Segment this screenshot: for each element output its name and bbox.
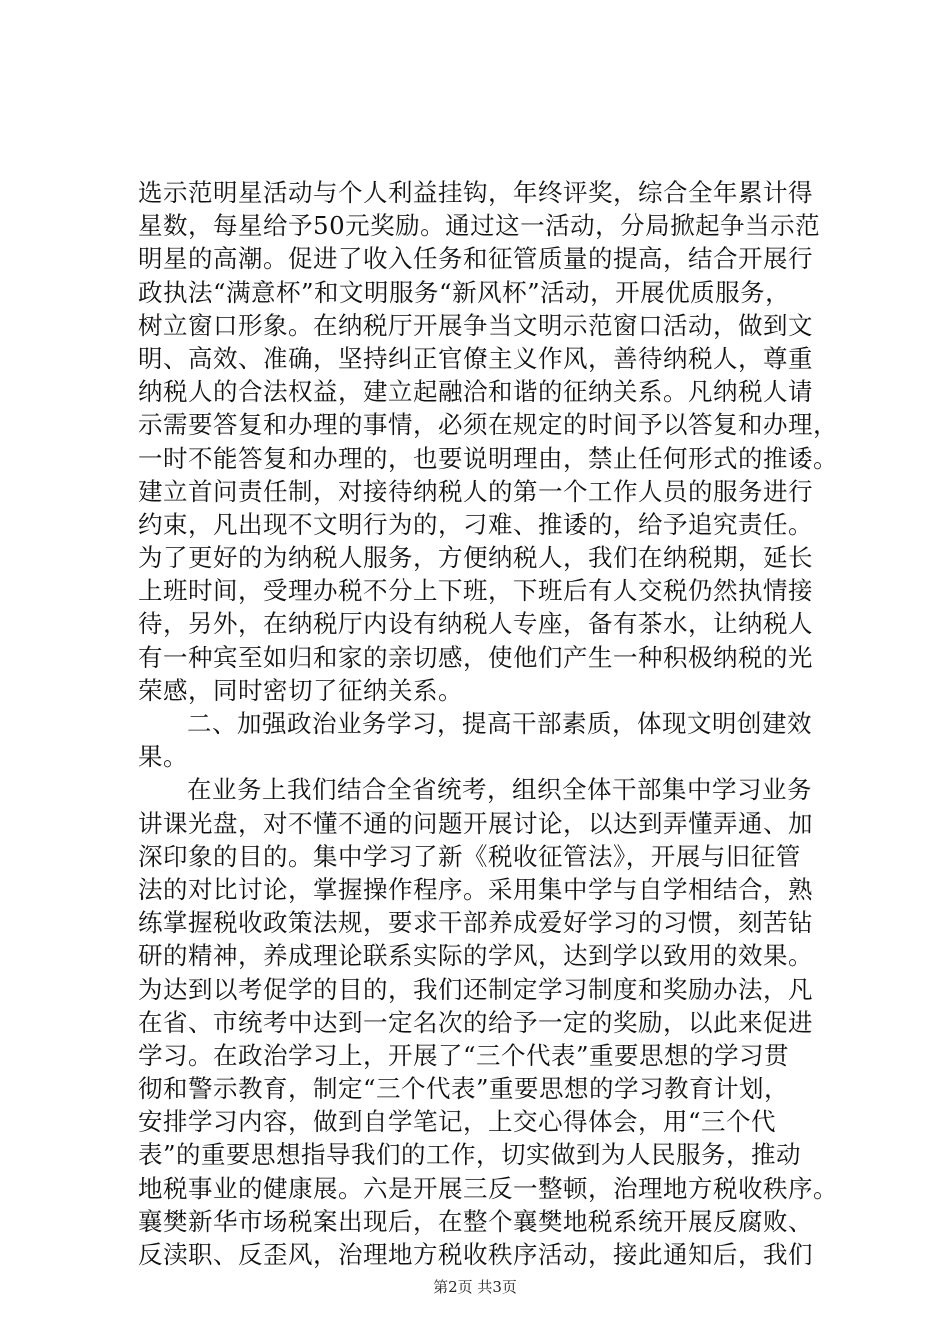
section-heading-line: 果。: [138, 742, 188, 772]
text-line: 练掌握税收政策法规，要求干部养成爱好学习的习惯，刻苦钻: [138, 908, 813, 938]
text-line: 政执法“满意杯”和文明服务“新风杯”活动，开展优质服务，: [138, 277, 791, 307]
text-line: 法的对比讨论，掌握操作程序。采用集中学与自学相结合，熟: [138, 874, 813, 904]
text-line: 待，另外，在纳税厅内设有纳税人专座，备有茶水，让纳税人: [138, 609, 813, 639]
text-line: 明星的高潮。促进了收入任务和征管质量的提高，结合开展行: [138, 244, 813, 274]
text-line: 学习。在政治学习上，开展了“三个代表”重要思想的学习贯: [138, 1040, 790, 1070]
text-line: 约束，凡出现不文明行为的，刁难、推诿的，给予追究责任。: [138, 509, 813, 539]
text-line: 示需要答复和办理的事情，必须在规定的时间予以答复和办理，: [138, 410, 838, 440]
page-footer: 第2页 共3页: [433, 1278, 517, 1296]
text-line: 表”的重要思想指导我们的工作，切实做到为人民服务，推动: [138, 1140, 802, 1170]
text-line: 安排学习内容，做到自学笔记，上交心得体会，用“三个代: [138, 1107, 777, 1137]
text-line: 深印象的目的。集中学习了新《税收征管法》，开展与旧征管: [138, 841, 801, 871]
text-line: 树立窗口形象。在纳税厅开展争当文明示范窗口活动，做到文: [138, 310, 813, 340]
text-line: 明、高效、准确，坚持纠正官僚主义作风，善待纳税人，尊重: [138, 343, 813, 373]
text-line: 一时不能答复和办理的，也要说明理由，禁止任何形式的推诿。: [138, 443, 838, 473]
text-line: 研的精神，养成理论联系实际的学风，达到学以致用的效果。: [138, 941, 813, 971]
text-line: 纳税人的合法权益，建立起融洽和谐的征纳关系。凡纳税人请: [138, 377, 813, 407]
text-line: 反渎职、反歪风，治理地方税收秩序活动，接此通知后，我们: [138, 1240, 813, 1269]
text-line: 襄樊新华市场税案出现后，在整个襄樊地税系统开展反腐败、: [138, 1206, 813, 1236]
text-line: 有一种宾至如归和家的亲切感，使他们产生一种积极纳税的光: [138, 642, 813, 672]
body-text: [138, 176, 838, 1271]
text-line: 荣感，同时密切了征纳关系。: [138, 675, 463, 705]
text-line: 讲课光盘，对不懂不通的问题开展讨论，以达到弄懂弄通、加: [138, 808, 813, 838]
text-line: 彻和警示教育，制定“三个代表”重要思想的学习教育计划，: [138, 1074, 790, 1104]
text-line: 为了更好的为纳税人服务，方便纳税人，我们在纳税期，延长: [138, 543, 813, 573]
section-heading-line: 二、加强政治业务学习，提高干部素质，体现文明创建效: [187, 709, 812, 738]
text-line: 上班时间，受理办税不分上下班，下班后有人交税仍然执情接: [138, 576, 813, 606]
text-line: 建立首问责任制，对接待纳税人的第一个工作人员的服务进行: [138, 476, 813, 506]
text-line: 地税事业的健康展。六是开展三反一整顿，治理地方税收秩序。: [138, 1173, 838, 1203]
text-line: 选示范明星活动与个人利益挂钩，年终评奖，综合全年累计得: [138, 178, 813, 207]
text-line: 在省、市统考中达到一定名次的给予一定的奖励，以此来促进: [138, 1007, 813, 1037]
text-line: 为达到以考促学的目的，我们还制定学习制度和奖励办法，凡: [138, 974, 813, 1004]
text-line: 在业务上我们结合全省统考，组织全体干部集中学习业务: [187, 775, 812, 805]
text-line: 星数，每星给予50元奖励。通过这一活动，分局掀起争当示范: [138, 211, 821, 241]
